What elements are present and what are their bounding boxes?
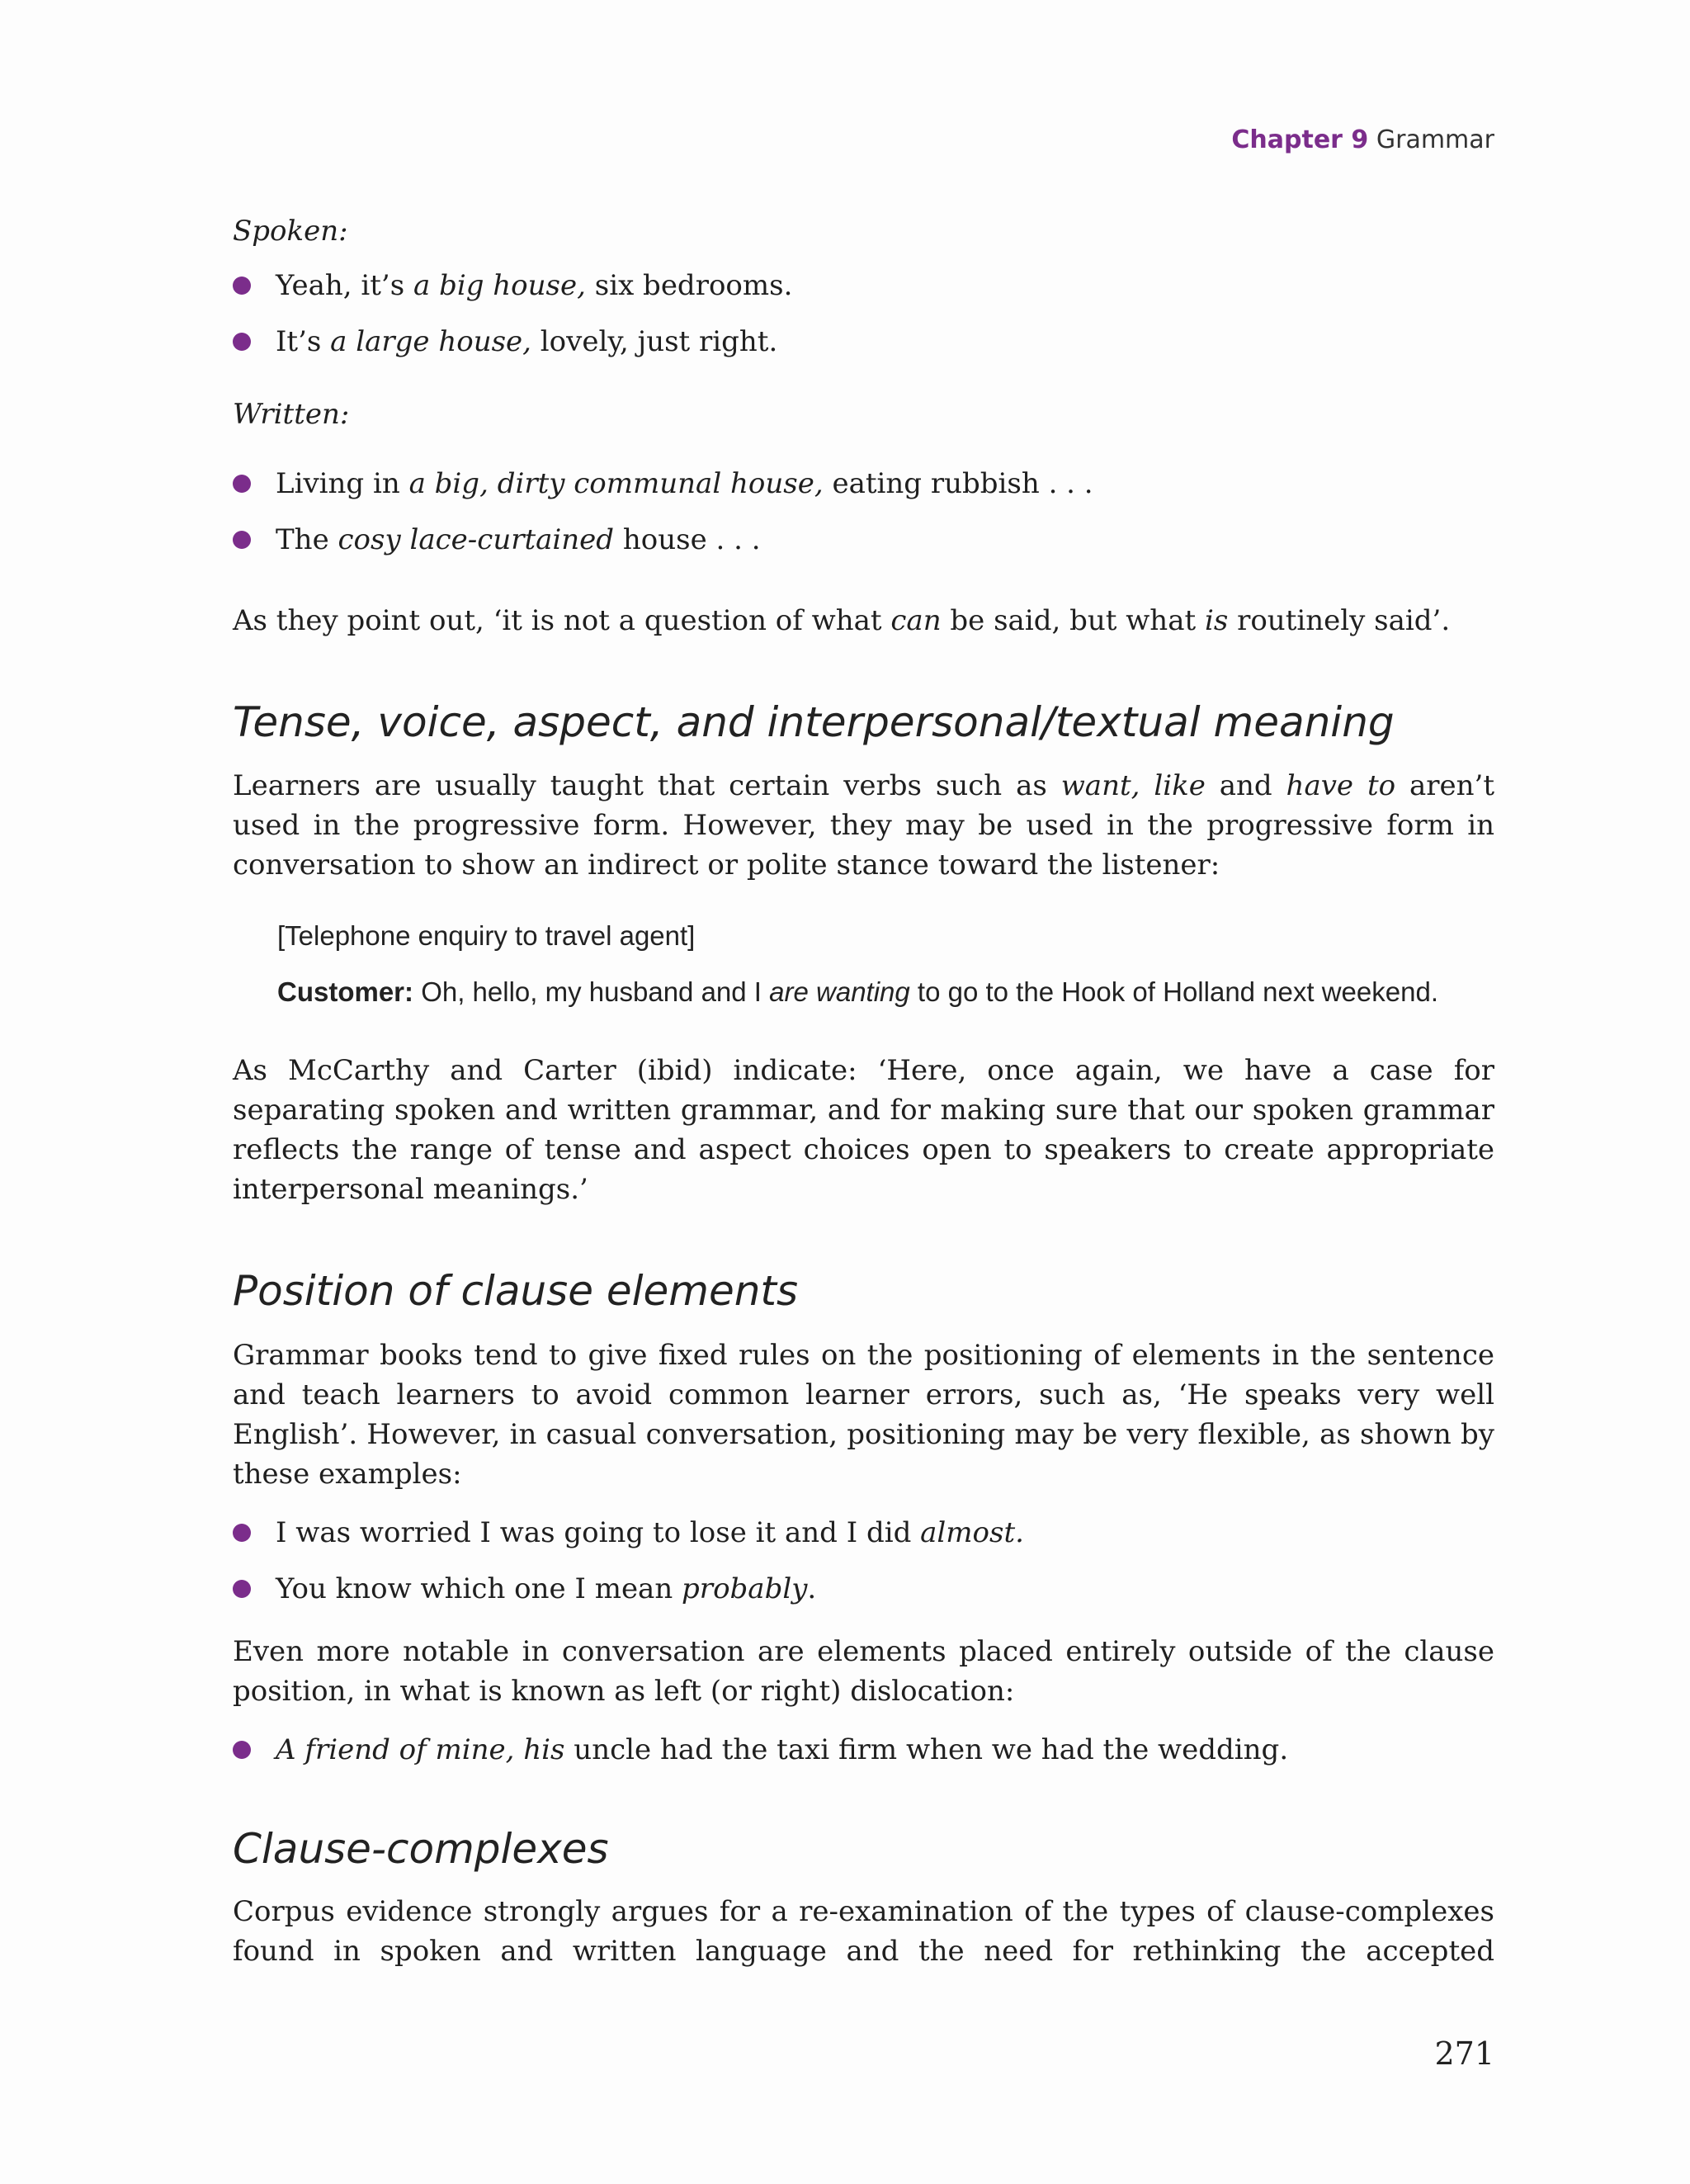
item-text: house . . . xyxy=(614,523,761,556)
quote-line xyxy=(277,974,1539,1010)
chapter-title: Grammar xyxy=(1376,125,1494,154)
page-number: 271 xyxy=(1434,2035,1494,2072)
list-item xyxy=(233,1571,1494,1607)
item-emphasis: a large house, xyxy=(330,325,531,358)
written-examples xyxy=(233,396,1494,578)
text-run: As they point out, ‘it is not a question of what xyxy=(233,604,891,637)
section-paragraph: Grammar books tend to give fixed rules on the positioning of elements in the sentence and teach learners to avoid common learner errors, such as, ‘He speaks very well English’. However, in casual conversation, positioning may be very flexible, as shown by these examples: xyxy=(233,1339,1494,1491)
item-text: Yeah, it’s xyxy=(276,269,413,302)
item-text: You know which one I mean xyxy=(276,1572,682,1605)
item-emphasis: a big house, xyxy=(413,269,586,302)
item-emphasis: probably xyxy=(682,1572,808,1605)
item-emphasis: a big, dirty communal house, xyxy=(408,467,824,500)
dialogue-example xyxy=(233,918,1539,1010)
bullet-icon xyxy=(233,1741,251,1759)
bullet-icon xyxy=(233,1580,251,1598)
item-text: The xyxy=(276,523,338,556)
section-paragraph xyxy=(233,766,1494,885)
list-item xyxy=(233,1732,1494,1768)
item-emphasis: cosy lace-curtained xyxy=(338,523,615,556)
quote-context: [Telephone enquiry to travel agent] xyxy=(277,920,696,951)
list-item xyxy=(233,267,1494,304)
list-item xyxy=(233,522,1494,558)
list-item xyxy=(233,466,1494,502)
speaker-label: Customer: xyxy=(277,976,414,1007)
text-emphasis: is xyxy=(1204,604,1229,637)
quote-emphasis: are wanting xyxy=(769,976,910,1007)
item-text: eating rubbish . . . xyxy=(823,467,1093,500)
spoken-label: Spoken: xyxy=(233,215,348,248)
text-run: and xyxy=(1205,769,1286,802)
section-heading-tense: Tense, voice, aspect, and interpersonal/textual meaning xyxy=(233,698,1395,746)
text-run: aren’t used in the progressive form. However, they may be used in the progressive form in conversation to show an indirect or polite stance toward the listener: xyxy=(233,769,1494,882)
list-item xyxy=(233,324,1494,360)
item-emphasis: A friend of mine, his xyxy=(276,1733,565,1766)
list-item xyxy=(233,1515,1494,1551)
item-text: lovely, just right. xyxy=(531,325,778,358)
bullet-icon xyxy=(233,1524,251,1542)
running-head xyxy=(1231,125,1494,154)
point-out-paragraph xyxy=(233,601,1494,641)
item-text: uncle had the taxi firm when we had the wedding. xyxy=(564,1733,1289,1766)
bullet-icon xyxy=(233,333,251,351)
bullet-icon xyxy=(233,475,251,493)
bullet-icon xyxy=(233,277,251,295)
spoken-examples xyxy=(233,213,1494,380)
item-text: I was worried I was going to lose it and I did xyxy=(276,1516,921,1549)
bullet-icon xyxy=(233,531,251,549)
item-text: six bedrooms. xyxy=(585,269,793,302)
item-text: Living in xyxy=(276,467,409,500)
section-paragraph: As McCarthy and Carter (ibid) indicate: ‘Here, once again, we have a case for separating spoken and written grammar, and for making sure that our spoken grammar reflects the range of tense and aspect choices open to speakers to create appropriate interpersonal meanings.’ xyxy=(233,1054,1494,1206)
written-label: Written: xyxy=(233,398,350,431)
section-heading-position: Position of clause elements xyxy=(233,1267,799,1315)
text-run: be said, but what xyxy=(941,604,1205,637)
section-heading-clause-complexes: Clause-complexes xyxy=(233,1825,609,1873)
quote-text: to go to the Hook of Holland next weekend. xyxy=(909,976,1438,1007)
text-run: Learners are usually taught that certain verbs such as xyxy=(233,769,1061,802)
section-paragraph: Corpus evidence strongly argues for a re-examination of the types of clause-complexes found in spoken and written language and the need for rethinking the accepted xyxy=(233,1895,1494,1968)
item-text: . xyxy=(807,1572,817,1605)
quote-text: Oh, hello, my husband and I xyxy=(421,976,770,1007)
text-emphasis: can xyxy=(890,604,942,637)
examples-list xyxy=(233,1515,1494,1627)
text-run: routinely said’. xyxy=(1228,604,1451,637)
item-text: It’s xyxy=(276,325,331,358)
examples-list xyxy=(233,1732,1494,1788)
chapter-label: Chapter 9 xyxy=(1231,125,1369,154)
item-emphasis: almost. xyxy=(920,1516,1024,1549)
text-emphasis: want, like xyxy=(1060,769,1206,802)
section-paragraph: Even more notable in conversation are elements placed entirely outside of the clause position, in what is known as left (or right) dislocation: xyxy=(233,1635,1494,1708)
text-emphasis: have to xyxy=(1286,769,1396,802)
